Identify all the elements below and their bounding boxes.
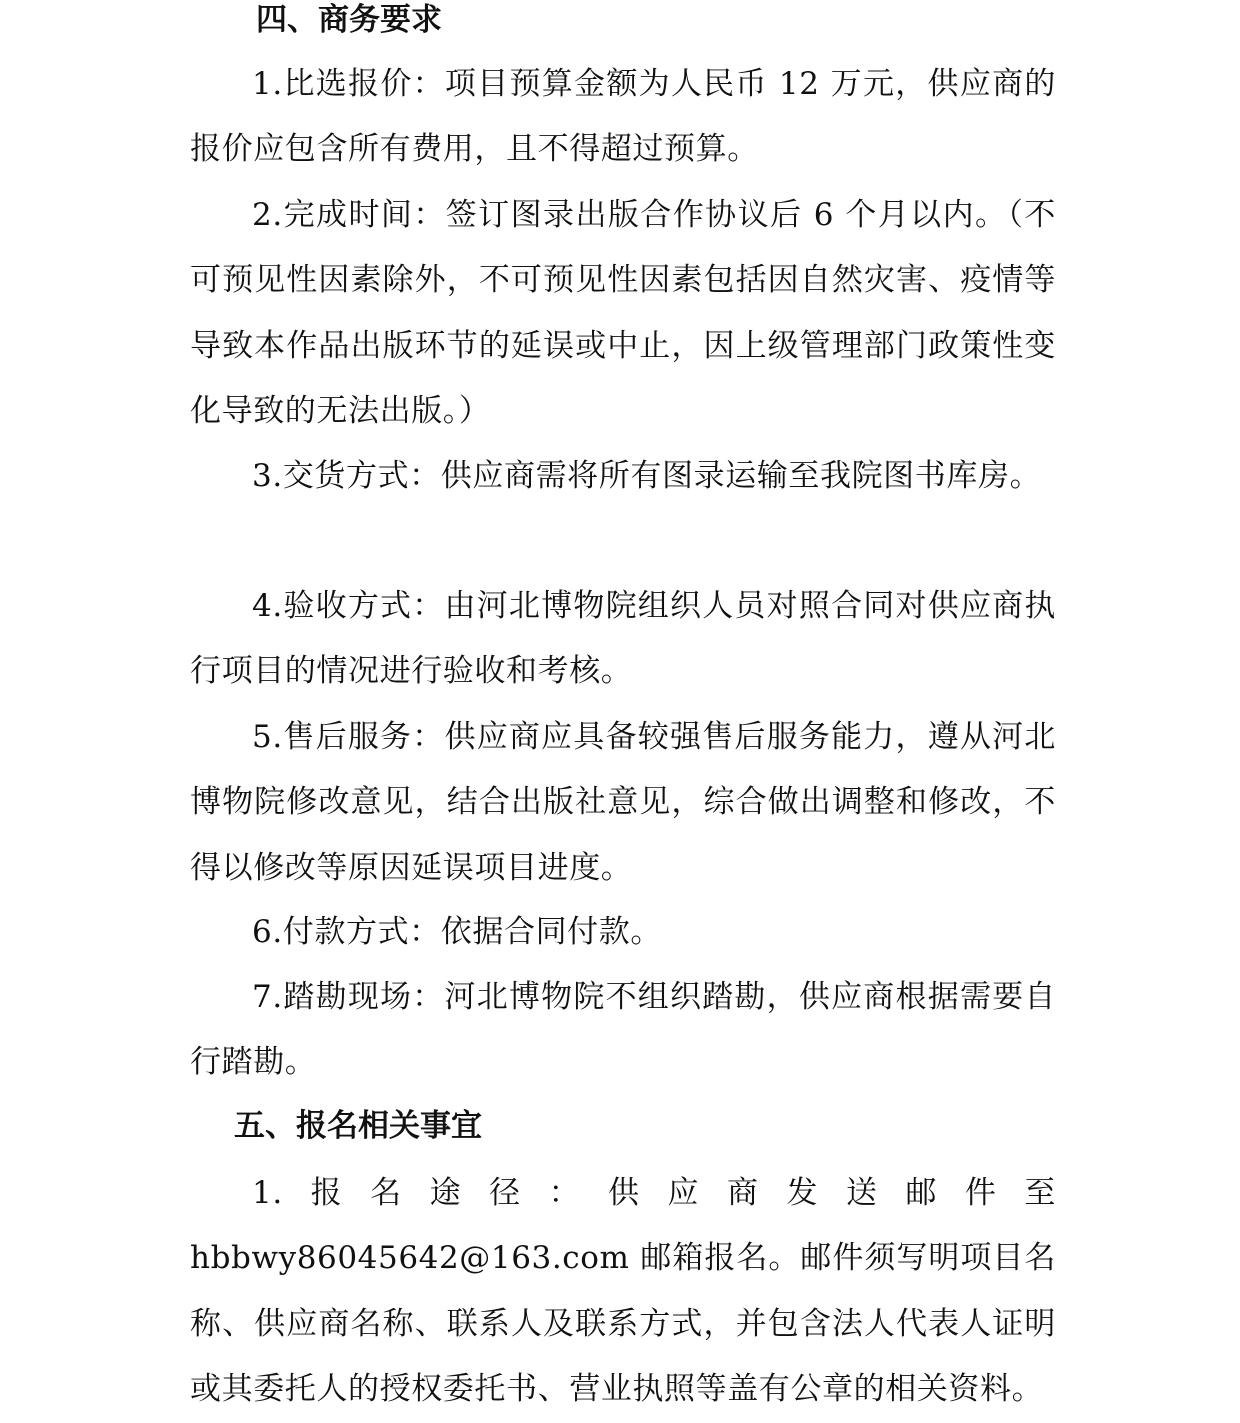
section-4-item-3: 3.交货方式：供应商需将所有图录运输至我院图书库房。	[252, 458, 1042, 494]
section-4-heading: 四、商务要求	[256, 2, 442, 38]
section-4-item-6: 6.付款方式：依据合同付款。	[252, 914, 662, 950]
section-4-item-2: 2.完成时间：签订图录出版合作协议后 6 个月以内。（不可预见性因素除外，不可预见性因素包括因自然灾害、疫情等导致本作品出版环节的延误或中止，因上级管理部门政策性变化导致的无法出版。）	[190, 197, 1056, 430]
section-4-item-1: 1.比选报价：项目预算金额为人民币 12 万元，供应商的报价应包含所有费用，且不得超过预算。	[190, 66, 1056, 168]
section-4-item-7: 7.踏勘现场：河北博物院不组织踏勘，供应商根据需要自行踏勘。	[190, 979, 1056, 1081]
section-4-item-4: 4.验收方式：由河北博物院组织人员对照合同对供应商执行项目的情况进行验收和考核。	[190, 588, 1056, 690]
section-5-heading: 五、报名相关事宜	[234, 1108, 482, 1144]
section-5-item-1: 1.报名途径：供应商发送邮件至 hbbwy86045642@163.com 邮箱报名。邮件须写明项目名称、供应商名称、联系人及联系方式，并包含法人代表人证明或其委托人的授权委托书、营业执照等盖有公章的相关资料。	[190, 1175, 1056, 1408]
section-4-item-5: 5.售后服务：供应商应具备较强售后服务能力，遵从河北博物院修改意见，结合出版社意见，综合做出调整和修改，不得以修改等原因延误项目进度。	[190, 719, 1056, 886]
